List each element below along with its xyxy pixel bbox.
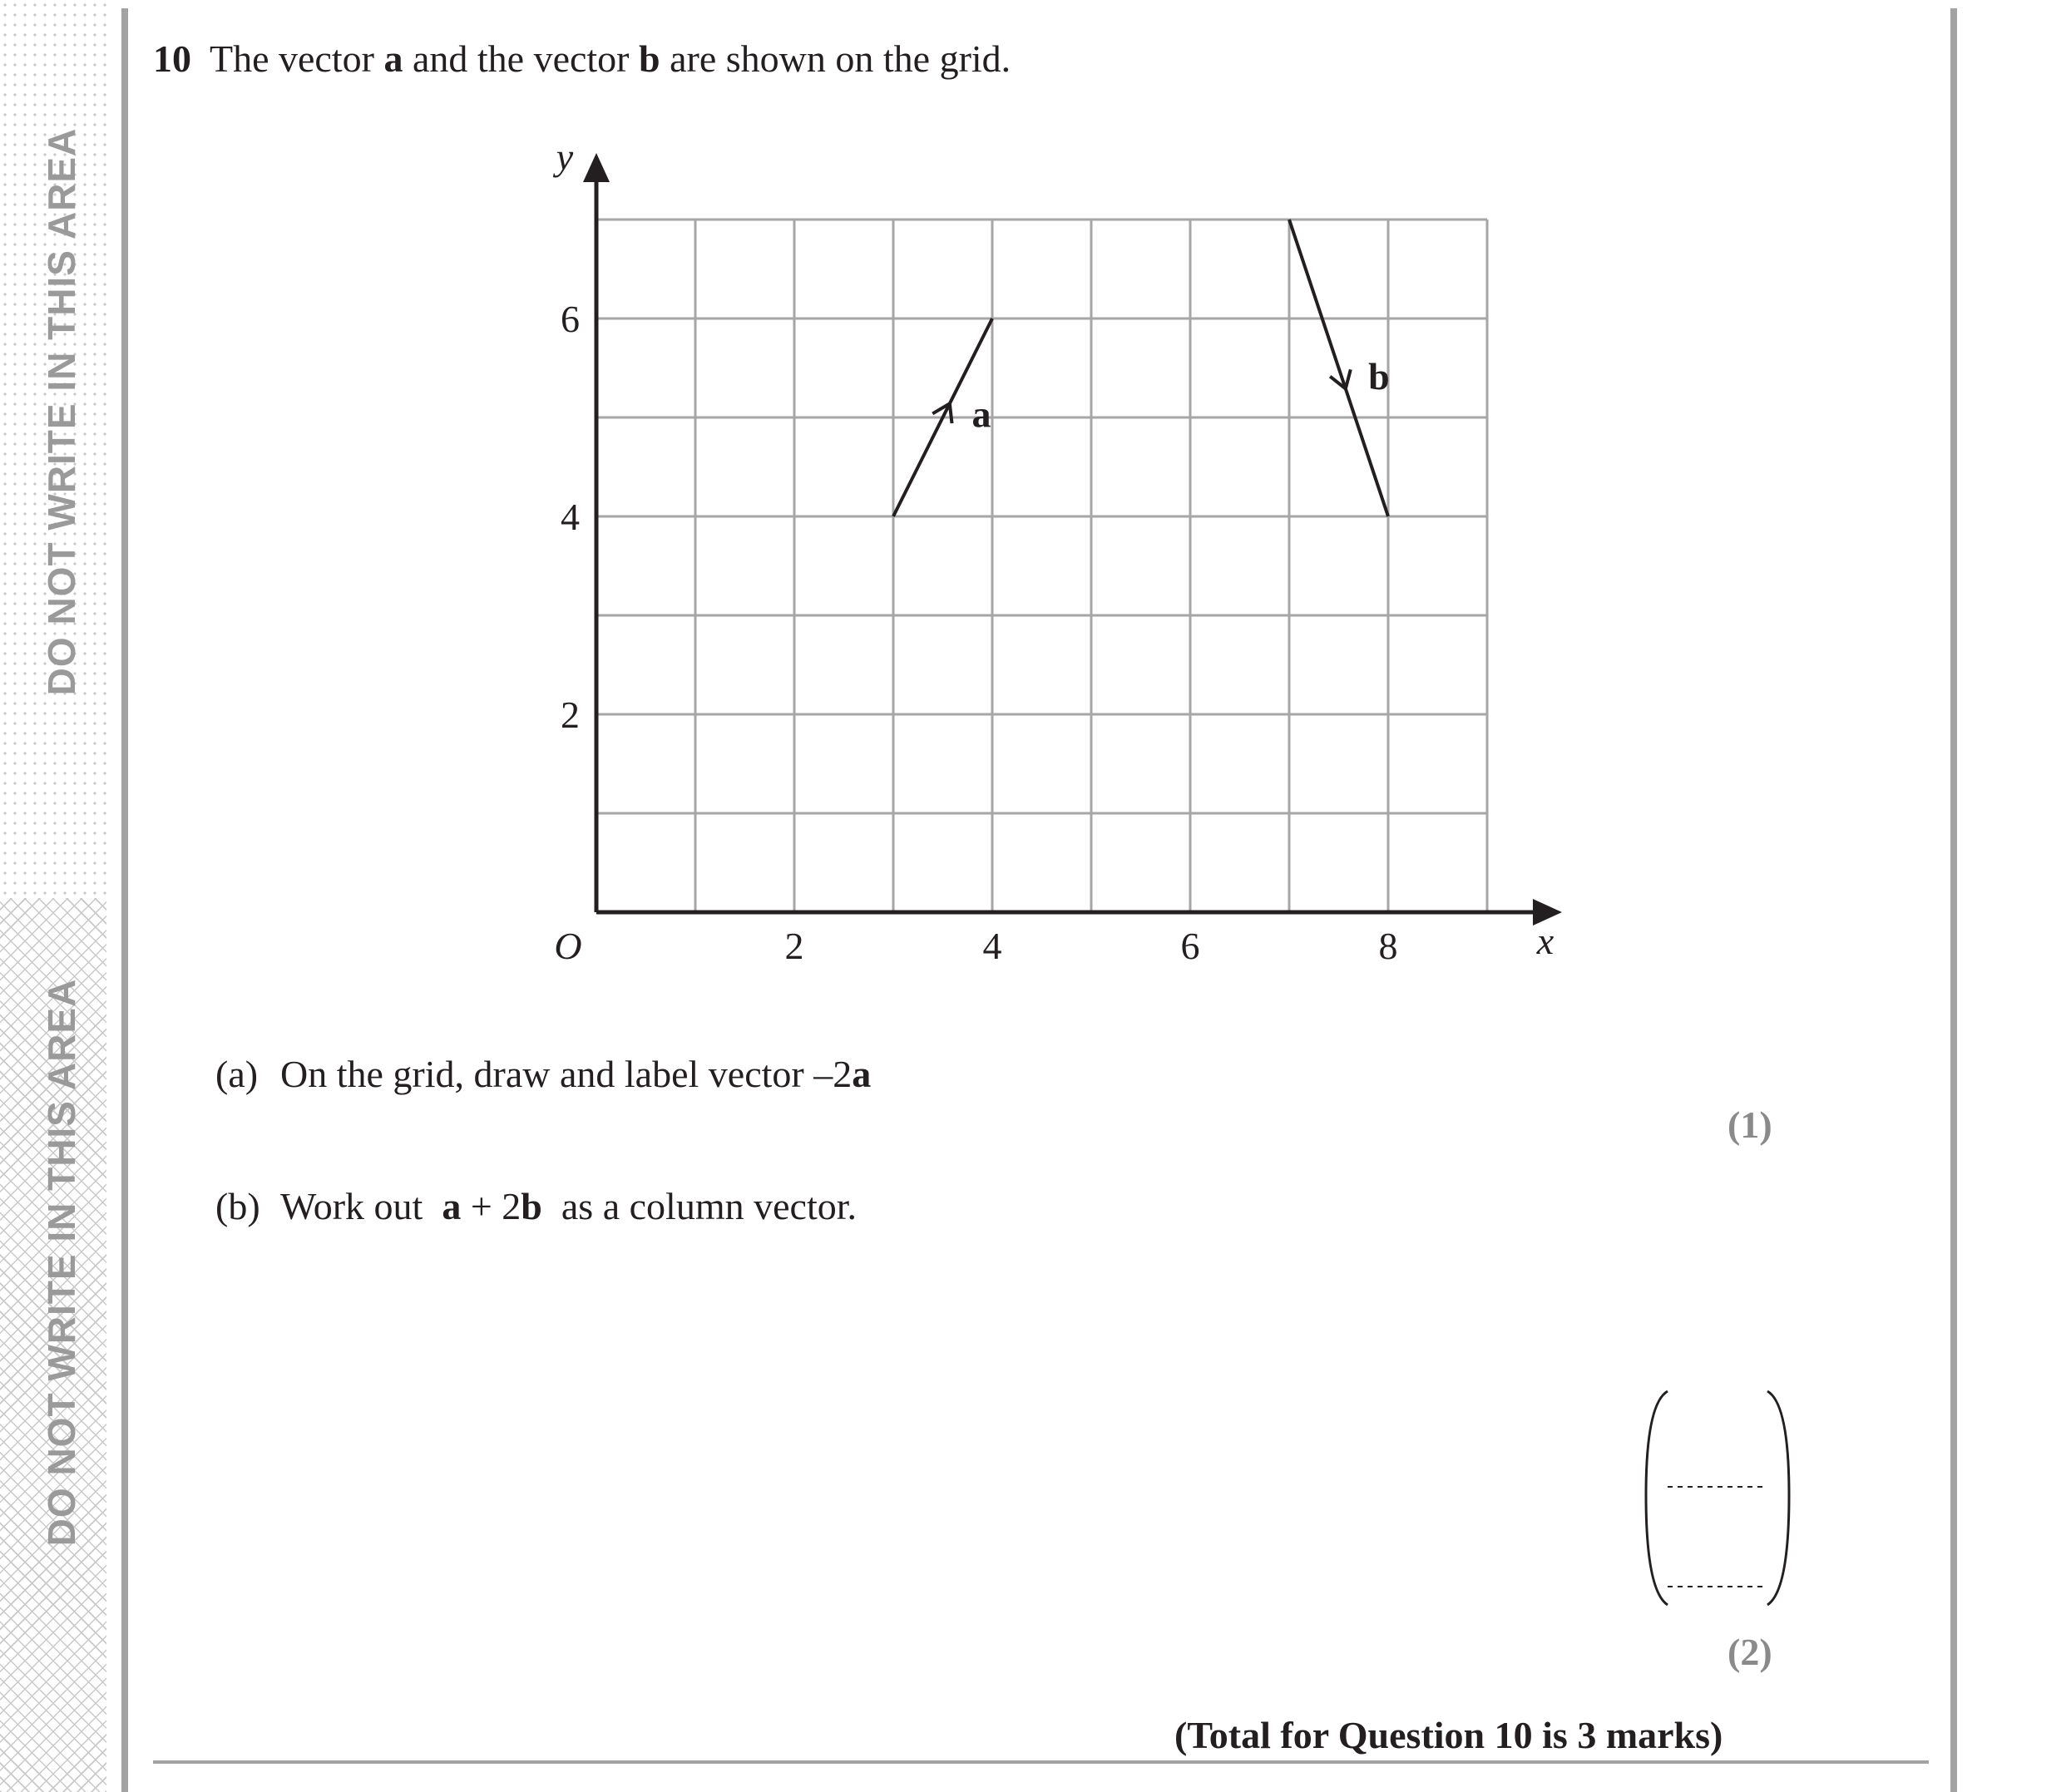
part-b: (b) Work out a + 2b as a column vector.: [215, 1185, 857, 1227]
y-axis-label: y: [556, 136, 574, 178]
x-tick-label: 4: [982, 925, 1002, 967]
part-a: (a) On the grid, draw and label vector –2a: [215, 1053, 872, 1095]
right-rule: [1950, 8, 1957, 1792]
question-stem: 10 The vector a and the vector b are shown on the grid.: [153, 37, 1011, 80]
origin-label: O: [554, 925, 582, 967]
part-b-label: (b): [215, 1185, 260, 1227]
x-tick-label: 6: [1180, 925, 1200, 967]
x-tick-label: 2: [784, 925, 804, 967]
left-rule: [121, 8, 128, 1792]
left-bracket: [1646, 1391, 1668, 1605]
part-a-marks: (1): [1727, 1103, 1772, 1146]
x-axis-label: x: [1536, 920, 1554, 962]
part-a-text: On the grid, draw and label vector –2: [280, 1053, 853, 1095]
vectors: [893, 220, 1390, 516]
vector-grid: [499, 125, 1597, 990]
margin-warning-bottom: DO NOT WRITE IN THIS AREA: [40, 978, 83, 1547]
y-tick-label: 4: [561, 496, 580, 538]
vector-a-label: a: [971, 392, 991, 436]
bottom-rule: [153, 1760, 1929, 1764]
y-tick-label: 6: [561, 298, 580, 340]
total-marks: (Total for Question 10 is 3 marks): [1174, 1714, 1723, 1756]
part-a-label: (a): [215, 1053, 259, 1095]
y-axis-arrow: [583, 153, 610, 182]
y-tick-label: 2: [561, 694, 580, 736]
x-tick-label: 8: [1378, 925, 1398, 967]
margin-warning-top: DO NOT WRITE IN THIS AREA: [40, 127, 83, 696]
right-bracket: [1767, 1391, 1789, 1605]
axes: [583, 153, 1562, 926]
grid-lines: [596, 220, 1487, 912]
part-b-marks: (2): [1727, 1631, 1772, 1673]
tick-labels: [553, 136, 1554, 967]
question-number: 10: [153, 37, 191, 80]
vector-b-label: b: [1368, 355, 1390, 398]
column-vector-answer[interactable]: [1643, 1387, 1792, 1620]
